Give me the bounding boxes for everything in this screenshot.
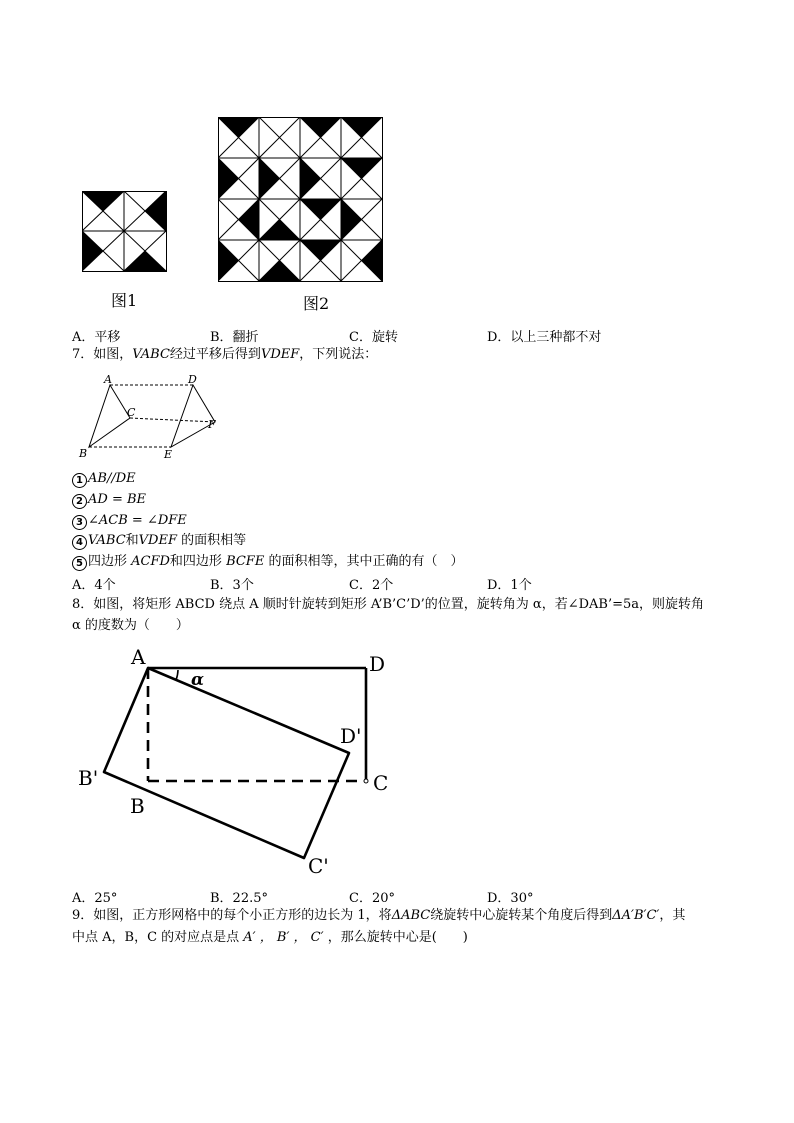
q8-option-b[interactable]: B．22.5°	[210, 891, 268, 906]
q8-label-b-prime: B'	[78, 766, 99, 790]
q8-option-a[interactable]: A．25°	[72, 891, 118, 906]
q8-label-d-prime: D'	[340, 724, 362, 748]
q8-option-c[interactable]: C．20°	[349, 891, 395, 906]
figure-1-pattern	[82, 191, 168, 273]
q6-option-d[interactable]: D．以上三种都不对	[487, 330, 602, 345]
q7-stem: 7．如图，VABC经过平移后得到VDEF，下列说法：	[72, 347, 378, 362]
figure-1-caption: 图1	[111, 291, 138, 310]
q7-option-b[interactable]: B．3个	[210, 578, 254, 593]
q8-stem-line-1: 8．如图，将矩形 ABCD 绕点 A 顺时针旋转到矩形 A’B’C’D’的位置，旋转角为 α，若∠DAB’=5a，则旋转角	[72, 597, 705, 612]
q8-rotation-figure	[70, 640, 410, 880]
q7-label-f: F	[208, 418, 216, 431]
q7-label-d: D	[188, 373, 197, 386]
figure-2-caption: 图2	[303, 294, 330, 313]
q8-label-b: B	[130, 794, 145, 818]
q8-label-a: A	[131, 645, 146, 669]
q8-label-c-prime: C'	[308, 854, 329, 878]
q8-option-d[interactable]: D．30°	[487, 891, 534, 906]
q7-label-e: E	[164, 448, 173, 461]
q9-stem-line-2: 中点 A，B，C 的对应点是点 A′ ， B′ ， C′ ，那么旋转中心是( )	[72, 930, 468, 945]
q8-label-c: C	[373, 771, 389, 795]
q8-label-alpha: α	[191, 670, 205, 690]
q7-option-c[interactable]: C．2个	[349, 578, 394, 593]
q7-statement-2: 2 AD = BE	[72, 491, 146, 509]
q8-label-d: D	[369, 652, 386, 676]
q7-option-a[interactable]: A．4个	[72, 578, 116, 593]
q8-stem-line-2: α 的度数为（ ）	[72, 618, 189, 633]
figure-2-pattern	[218, 117, 384, 283]
q9-stem-line-1: 9．如图，正方形网格中的每个小正方形的边长为 1，将ΔABC绕旋转中心旋转某个角度后得到ΔA′B′C′，其	[72, 908, 686, 923]
q7-label-a: A	[104, 373, 112, 386]
q6-option-b[interactable]: B．翻折	[210, 330, 259, 345]
q6-option-a[interactable]: A．平移	[72, 330, 121, 345]
q7-statement-5: 5 四边形 ACFD和四边形 BCFE 的面积相等，其中正确的有（ ）	[72, 553, 463, 571]
q6-option-c[interactable]: C．旋转	[349, 330, 398, 345]
q7-label-b: B	[79, 447, 88, 460]
q7-statement-1: 1 AB//DE	[72, 470, 136, 488]
q7-statement-4: 4 VABC和VDEF 的面积相等	[72, 532, 246, 550]
q7-option-d[interactable]: D．1个	[487, 578, 532, 593]
q7-translation-figure	[76, 372, 226, 462]
q7-label-c: C	[127, 406, 136, 419]
q7-statement-3: 3 ∠ACB = ∠DFE	[72, 512, 187, 530]
